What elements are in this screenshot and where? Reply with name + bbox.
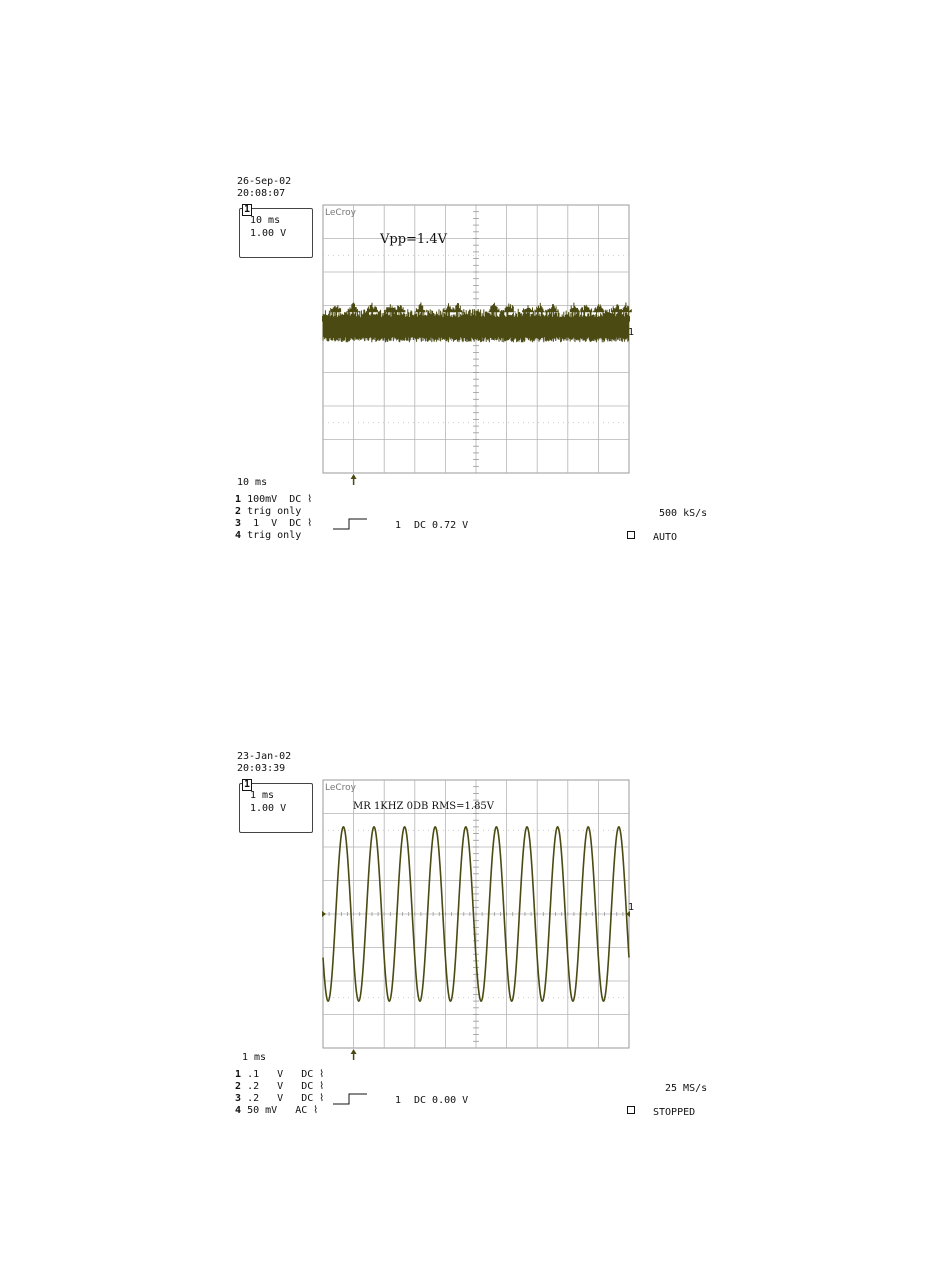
trigger-edge-icon	[332, 517, 368, 531]
acquisition-mode: STOPPED	[653, 1107, 696, 1118]
timebase-label: 10 ms	[237, 477, 268, 488]
oscilloscope-capture-1	[0, 170, 950, 590]
trigger-position-arrow	[351, 474, 357, 479]
channel-setting-2: 2 trig only	[235, 506, 302, 517]
timebox-timebase: 1 ms	[250, 790, 275, 801]
channel-setting-1: 1 .1 V DC ⌇	[235, 1069, 325, 1080]
channel-setting-3: 3 .2 V DC ⌇	[235, 1093, 325, 1104]
channel-setting-3: 3 1 V DC ⌇	[235, 518, 313, 529]
mode-indicator-icon	[627, 531, 635, 539]
trace-channel-label: 1	[628, 902, 634, 913]
trigger-channel: 1	[395, 1095, 402, 1106]
sample-rate: 25 MS/s	[665, 1083, 708, 1094]
acquisition-mode: AUTO	[653, 532, 678, 543]
channel-setting-1: 1 100mV DC ⌇	[235, 494, 313, 505]
trigger-edge-icon	[332, 1092, 368, 1106]
channel-marker: 1	[244, 779, 251, 790]
capture-date: 23-Jan-02	[237, 751, 292, 762]
timebox-volts: 1.00 V	[250, 803, 287, 814]
channel-setting-4: 4 50 mV AC ⌇	[235, 1105, 319, 1116]
brand-logo: LeCroy	[325, 783, 357, 793]
capture-date: 26-Sep-02	[237, 176, 292, 187]
timebox-volts: 1.00 V	[250, 228, 287, 239]
trigger-level: DC 0.72 V	[414, 520, 469, 531]
scope-grid	[322, 204, 634, 486]
timebox-timebase: 10 ms	[250, 215, 281, 226]
capture-time: 20:03:39	[237, 763, 286, 774]
channel-setting-4: 4 trig only	[235, 530, 302, 541]
sample-rate: 500 kS/s	[659, 508, 708, 519]
annotation-text: Vpp=1.4V	[380, 232, 447, 247]
oscilloscope-capture-2	[0, 745, 950, 1165]
timebase-box	[239, 779, 313, 833]
trigger-channel: 1	[395, 520, 402, 531]
channel-marker: 1	[244, 204, 251, 215]
trace-channel-label: 1	[628, 326, 634, 338]
capture-time: 20:08:07	[237, 188, 286, 199]
scope-grid	[322, 779, 634, 1061]
timebase-label: 1 ms	[242, 1052, 267, 1063]
channel-setting-2: 2 .2 V DC ⌇	[235, 1081, 325, 1092]
annotation-text: MR 1KHZ 0DB RMS=1.85V	[353, 801, 495, 812]
brand-logo: LeCroy	[325, 208, 357, 218]
timebase-box	[239, 204, 313, 258]
trigger-level: DC 0.00 V	[414, 1095, 469, 1106]
trigger-position-arrow	[351, 1049, 357, 1054]
mode-indicator-icon	[627, 1106, 635, 1114]
